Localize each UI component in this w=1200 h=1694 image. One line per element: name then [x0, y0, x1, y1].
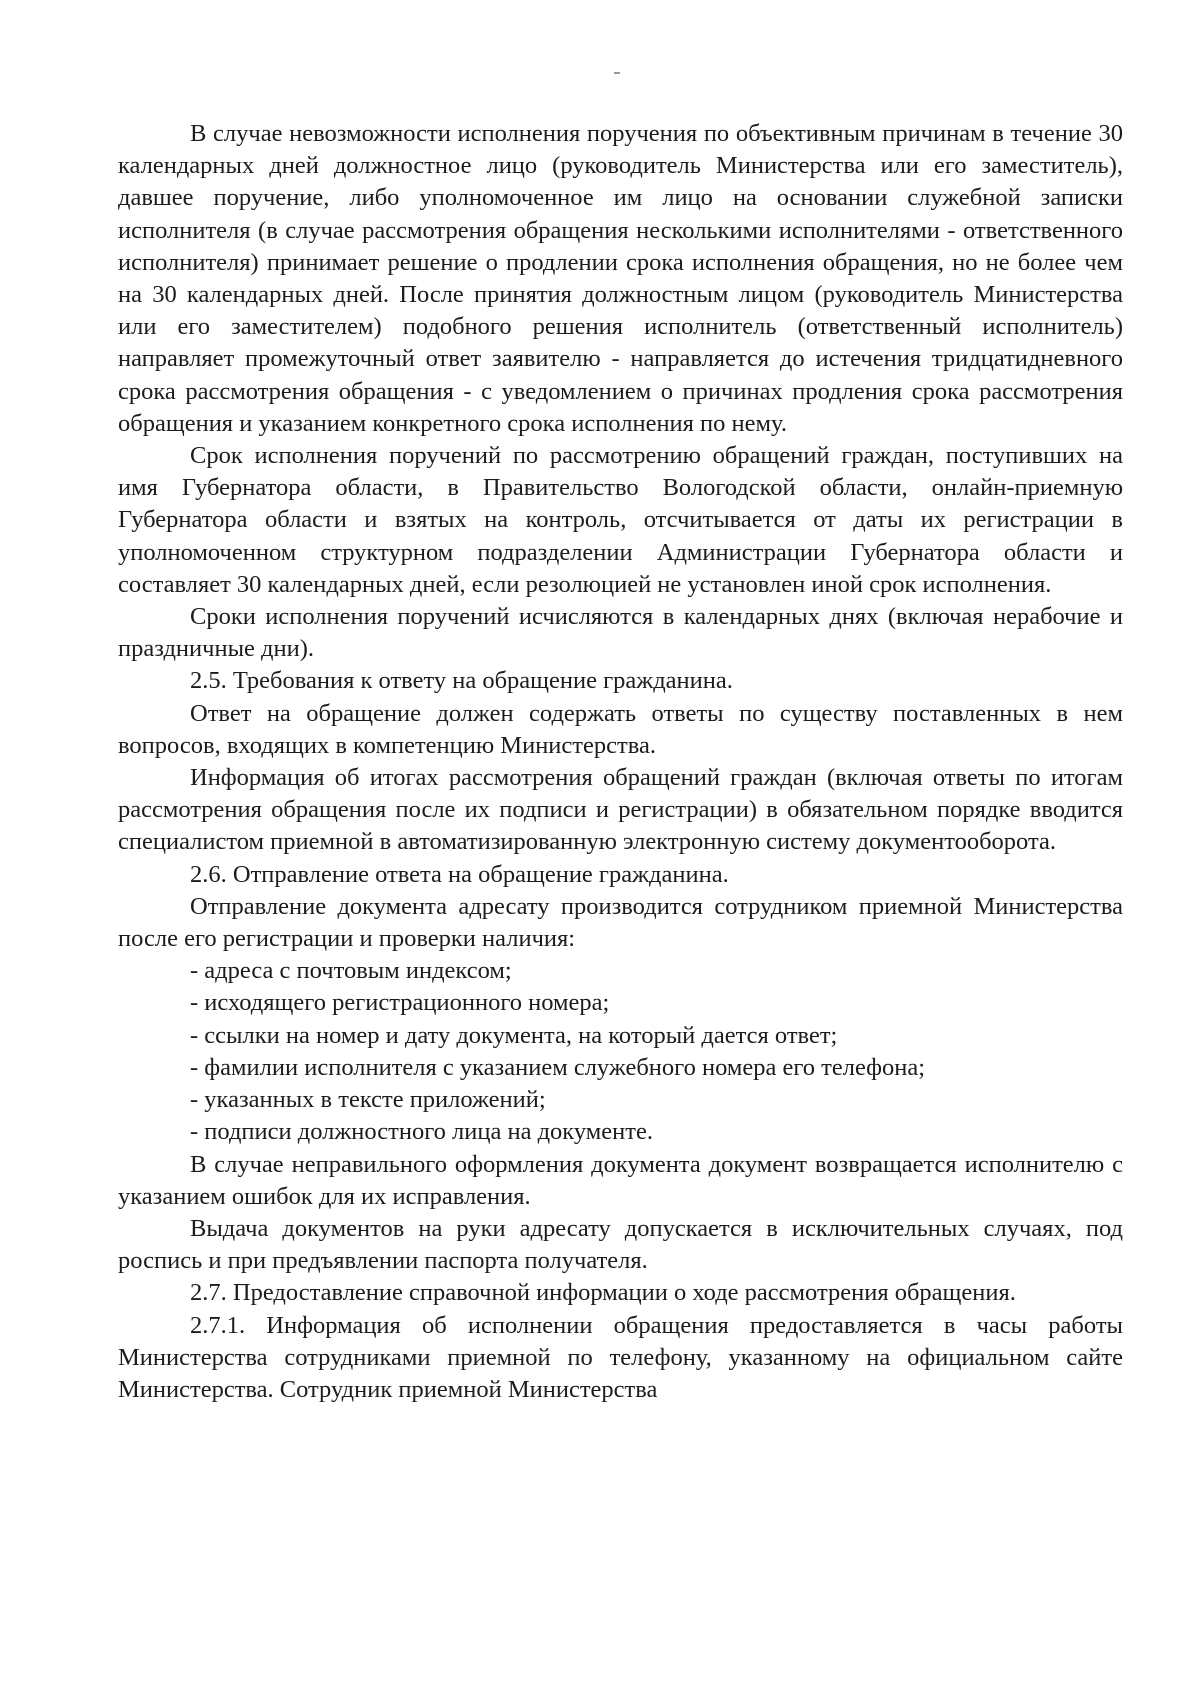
section-heading-2-5: 2.5. Требования к ответу на обращение гражданина. — [190, 667, 733, 695]
list-item: - адреса с почтовым индексом; — [190, 957, 512, 985]
paragraph-incorrect-formatting: В случае неправильного оформления документа документ возвращается исполнителю с указанием ошибок для их исправления. — [118, 1150, 1123, 1210]
list-item: - подписи должностного лица на документе. — [190, 1118, 653, 1146]
paragraph-handing-documents: Выдача документов на руки адресату допускается в исключительных случаях, под роспись и при предъявлении паспорта получателя. — [118, 1214, 1123, 1275]
section-heading-2-7: 2.7. Предоставление справочной информации о ходе рассмотрения обращения. — [190, 1279, 1016, 1307]
paragraph-calendar-days: Сроки исполнения поручений исчисляются в календарных днях (включая нерабочие и праздничные дни). — [118, 603, 1123, 663]
paragraph-2-7-1: 2.7.1. Информация об исполнении обращения предоставляется в часы работы Министерства сотрудниками приемной по телефону, указанному на официальном сайте Министерства. Сотрудник приемной Министерства — [118, 1311, 1123, 1403]
paragraph-sending-document: Отправление документа адресату производится сотрудником приемной Министерства после его регистрации и проверки наличия: — [118, 892, 1123, 953]
paragraph-extension-of-term: В случае невозможности исполнения поручения по объективным причинам в течение 30 календарных дней должностное лицо (руководитель Министерства или его заместитель), давшее поручение, либо уполномоченное им лицо на основании служебной записки исполнителя (в случае рассмотрения обращения несколькими исполнителями - ответственного исполнителя) принимает решение о продлении срока исполнения обращения, но не более чем на 30 календарных дней. После принятия должностным лицом (руководитель Министерства или его заместителем) подобного решения исполнитель (ответственный исполнитель) направляет промежуточный ответ заявителю - направляется до истечения тридцатидневного срока рассмотрения обращения - с уведомлением о причинах продления срока рассмотрения обращения и указанием конкретного срока исполнения по нему. — [118, 120, 1123, 437]
section-heading-2-6: 2.6. Отправление ответа на обращение гражданина. — [190, 860, 729, 888]
paragraph-answer-content: Ответ на обращение должен содержать ответы по существу поставленных в нем вопросов, входящих в компетенцию Министерства. — [118, 699, 1123, 759]
paragraph-governor-deadline: Срок исполнения поручений по рассмотрению обращений граждан, поступивших на имя Губернатора области, в Правительство Вологодской области, онлайн-приемную Губернатора области и взятых на контроль, отсчитывается от даты их регистрации в уполномоченном структурном подразделении Администрации Губернатора области и составляет 30 календарных дней, если резолюцией не установлен иной срок исполнения. — [118, 442, 1123, 598]
list-item: - исходящего регистрационного номера; — [190, 989, 610, 1017]
list-item: - указанных в тексте приложений; — [190, 1086, 546, 1114]
list-item: - фамилии исполнителя с указанием служебного номера его телефона; — [190, 1053, 926, 1081]
scan-mark — [614, 72, 620, 74]
list-item: - ссылки на номер и дату документа, на который дается ответ; — [190, 1021, 838, 1049]
paragraph-results-info: Информация об итогах рассмотрения обращений граждан (включая ответы по итогам рассмотрения обращения после их подписи и регистрации) в обязательном порядке вводится специалистом приемной в автоматизированную электронную систему документооборота. — [118, 764, 1123, 856]
document-body — [118, 118, 1123, 1406]
